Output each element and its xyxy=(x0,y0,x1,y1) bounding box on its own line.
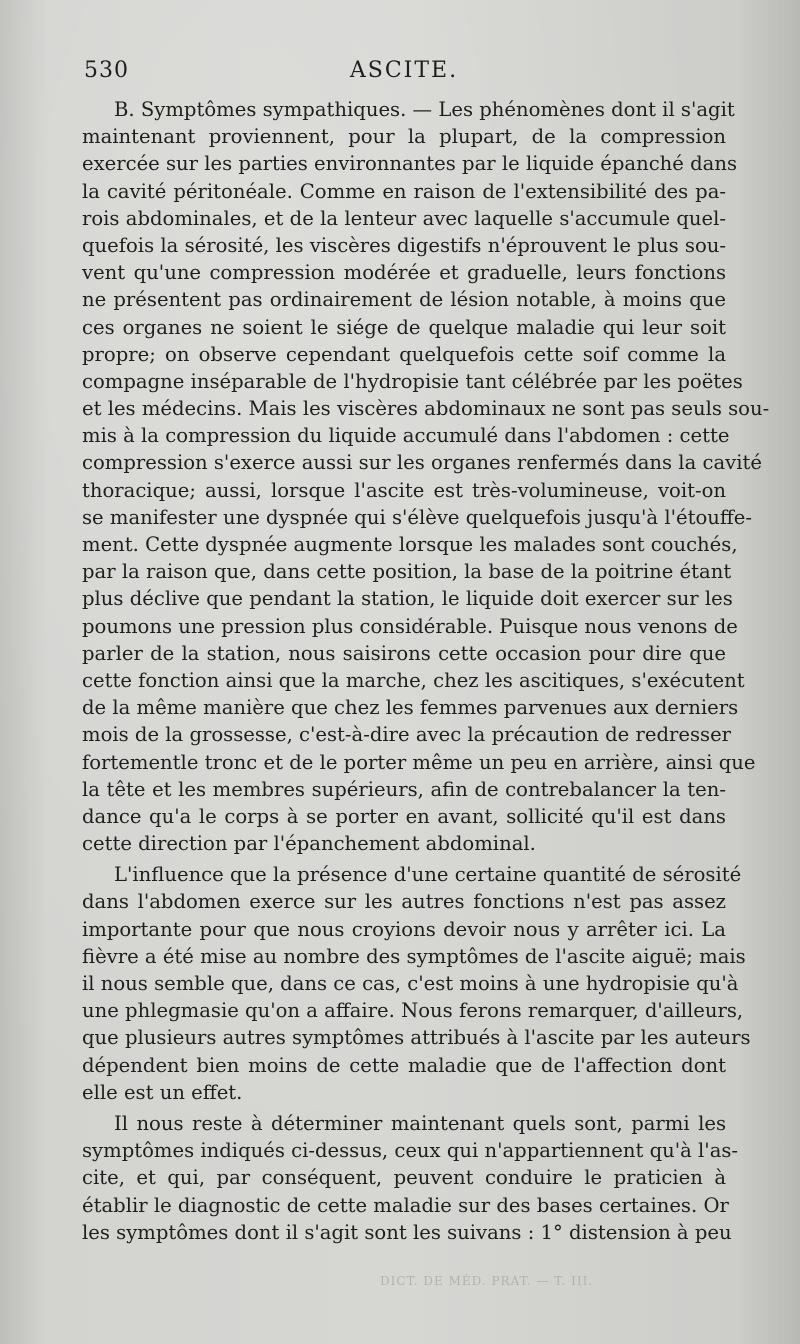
text-line: dans l'abdomen exerce sur les autres fonctions n'est pas assez xyxy=(82,890,726,914)
text-line: maintenant proviennent, pour la plupart, de la compression xyxy=(82,125,726,149)
page-number: 530 xyxy=(84,58,129,83)
text-line: B. Symptômes sympathiques. — Les phénomènes dont il s'agit xyxy=(114,98,735,121)
text-line: ment. Cette dyspnée augmente lorsque les malades sont couchés, xyxy=(82,533,738,556)
text-line: importante pour que nous croyions devoir nous y arrêter ici. La xyxy=(82,917,726,941)
text-line: une phlegmasie qu'on a affaire. Nous ferons remarquer, d'ailleurs, xyxy=(82,999,744,1023)
signature-mark: DICT. DE MÉD. PRAT. — T. III. xyxy=(380,1274,594,1288)
text-line: la tête et les membres supérieurs, afin de contrebalancer la ten- xyxy=(82,777,726,801)
text-line: ne présentent pas ordinairement de lésion notable, à moins que xyxy=(82,288,726,312)
text-line: exercée sur les parties environnantes par le liquide épanché dans xyxy=(82,152,738,176)
text-line: la cavité péritonéale. Comme en raison de l'extensibilité des pa- xyxy=(82,179,726,203)
text-line: ces organes ne soient le siége de quelque maladie qui leur soit xyxy=(82,315,726,339)
text-line: de la même manière que chez les femmes parvenues aux derniers xyxy=(82,696,739,720)
text-line: fièvre a été mise au nombre des symptômes de l'ascite aiguë; mais xyxy=(82,944,746,968)
text-line: les symptômes dont il s'agit sont les suivans : 1° distension à peu xyxy=(82,1220,732,1244)
text-line: Il nous reste à déterminer maintenant quels sont, parmi les xyxy=(114,1111,726,1135)
text-line: thoracique; aussi, lorsque l'ascite est très-volumineuse, voit-on xyxy=(82,478,726,502)
text-line: compagne inséparable de l'hydropisie tant célébrée par les poëtes xyxy=(82,369,743,393)
paragraph-diagnostic xyxy=(82,1110,739,1246)
text-line: dépendent bien moins de cette maladie que de l'affection dont xyxy=(82,1053,726,1077)
text-line: poumons une pression plus considérable. Puisque nous venons de xyxy=(82,614,738,638)
text-line: et les médecins. Mais les viscères abdominaux ne sont pas seuls sou- xyxy=(82,397,770,421)
text-line: quefois la sérosité, les viscères digestifs n'éprouvent le plus sou- xyxy=(82,233,726,257)
paragraph-influence xyxy=(82,861,751,1106)
running-head: ASCITE. xyxy=(349,58,459,83)
text-line: elle est un effet. xyxy=(82,1080,243,1104)
text-line: dance qu'a le corps à se porter en avant, sollicité qu'il est dans xyxy=(82,804,726,828)
text-line: que plusieurs autres symptômes attribués à l'ascite par les auteurs xyxy=(82,1026,751,1050)
text-line: compression s'exerce aussi sur les organes renfermés dans la cavité xyxy=(82,451,762,475)
paragraph-symptomes-sympathiques xyxy=(82,96,770,857)
text-line: cette direction par l'épanchement abdominal. xyxy=(82,832,536,856)
text-line: mis à la compression du liquide accumulé dans l'abdomen : cette xyxy=(82,424,730,448)
body-text xyxy=(82,96,770,1246)
text-line: parler de la station, nous saisirons cette occasion pour dire que xyxy=(82,641,726,665)
text-line: propre; on observe cependant quelquefois cette soif comme la xyxy=(82,342,726,366)
text-line: se manifester une dyspnée qui s'élève quelquefois jusqu'à l'étouffe- xyxy=(82,505,753,529)
text-line: mois de la grossesse, c'est-à-dire avec la précaution de redresser xyxy=(82,723,732,747)
text-line: établir le diagnostic de cette maladie sur des bases certaines. Or xyxy=(82,1193,729,1217)
text-line: cette fonction ainsi que la marche, chez les ascitiques, s'exécutent xyxy=(82,668,745,692)
text-line: par la raison que, dans cette position, la base de la poitrine étant xyxy=(82,560,732,584)
text-line: plus déclive que pendant la station, le liquide doit exercer sur les xyxy=(82,587,733,611)
text-line: il nous semble que, dans ce cas, c'est moins à une hydropisie qu'à xyxy=(82,972,739,995)
text-line: cite, et qui, par conséquent, peuvent conduire le praticien à xyxy=(82,1166,726,1190)
text-line: rois abdominales, et de la lenteur avec laquelle s'accumule quel- xyxy=(82,206,726,230)
text-line: vent qu'une compression modérée et graduelle, leurs fonctions xyxy=(82,261,726,285)
page-header xyxy=(84,58,724,90)
text-line: L'influence que la présence d'une certaine quantité de sérosité xyxy=(114,863,742,887)
text-line: symptômes indiqués ci-dessus, ceux qui n'appartiennent qu'à l'as- xyxy=(82,1139,739,1163)
text-line: fortementle tronc et de le porter même un peu en arrière, ainsi que xyxy=(82,750,756,774)
